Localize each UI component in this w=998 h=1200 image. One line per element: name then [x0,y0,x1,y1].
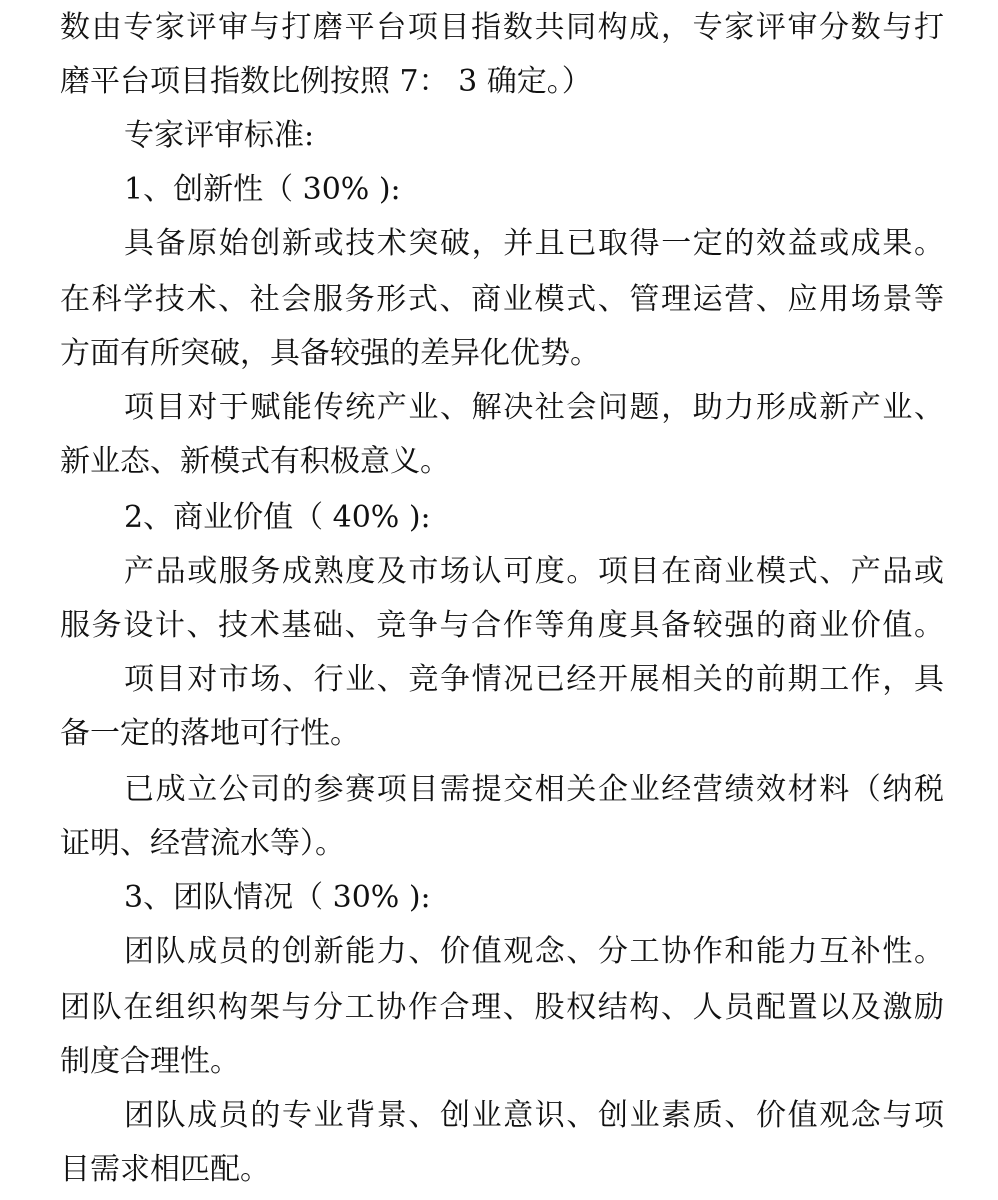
text-line: 在科学技术、社会服务形式、商业模式、管理运营、应用场景等 [60,282,944,317]
text-line: 具备原始创新或技术突破，并且已取得一定的效益或成果。 [124,226,944,261]
criterion-heading-commercial-value: 2、商业价值（ 40% ): [124,500,431,535]
text-line: 团队在组织构架与分工协作合理、股权结构、人员配置以及激励 [60,990,944,1025]
text-line: 制度合理性。 [60,1044,240,1079]
text-line: 项目对于赋能传统产业、解决社会问题，助力形成新产业、 [124,390,944,425]
text-line: 新业态、新模式有积极意义。 [60,444,450,479]
text-line: 目需求相匹配。 [60,1152,270,1187]
section-heading: 专家评审标准: [124,118,315,153]
criterion-heading-team: 3、团队情况（ 30% ): [124,880,431,915]
text-line: 服务设计、技术基础、竞争与合作等角度具备较强的商业价值。 [60,608,944,643]
text-line: 团队成员的创新能力、价值观念、分工协作和能力互补性。 [124,934,944,969]
text-line: 团队成员的专业背景、创业意识、创业素质、价值观念与项 [124,1098,944,1133]
text-line: 磨平台项目指数比例按照 7： 3 确定。） [60,64,592,99]
criterion-heading-innovation: 1、创新性（ 30% ): [124,172,401,207]
text-line: 产品或服务成熟度及市场认可度。项目在商业模式、产品或 [124,554,944,589]
text-line: 项目对市场、行业、竞争情况已经开展相关的前期工作，具 [124,662,944,697]
text-line: 数由专家评审与打磨平台项目指数共同构成，专家评审分数与打 [60,10,944,45]
text-line: 方面有所突破，具备较强的差异化优势。 [60,336,600,371]
text-line: 证明、经营流水等）。 [60,826,345,861]
text-line: 已成立公司的参赛项目需提交相关企业经营绩效材料（纳税 [124,772,944,807]
text-line: 备一定的落地可行性。 [60,716,360,751]
